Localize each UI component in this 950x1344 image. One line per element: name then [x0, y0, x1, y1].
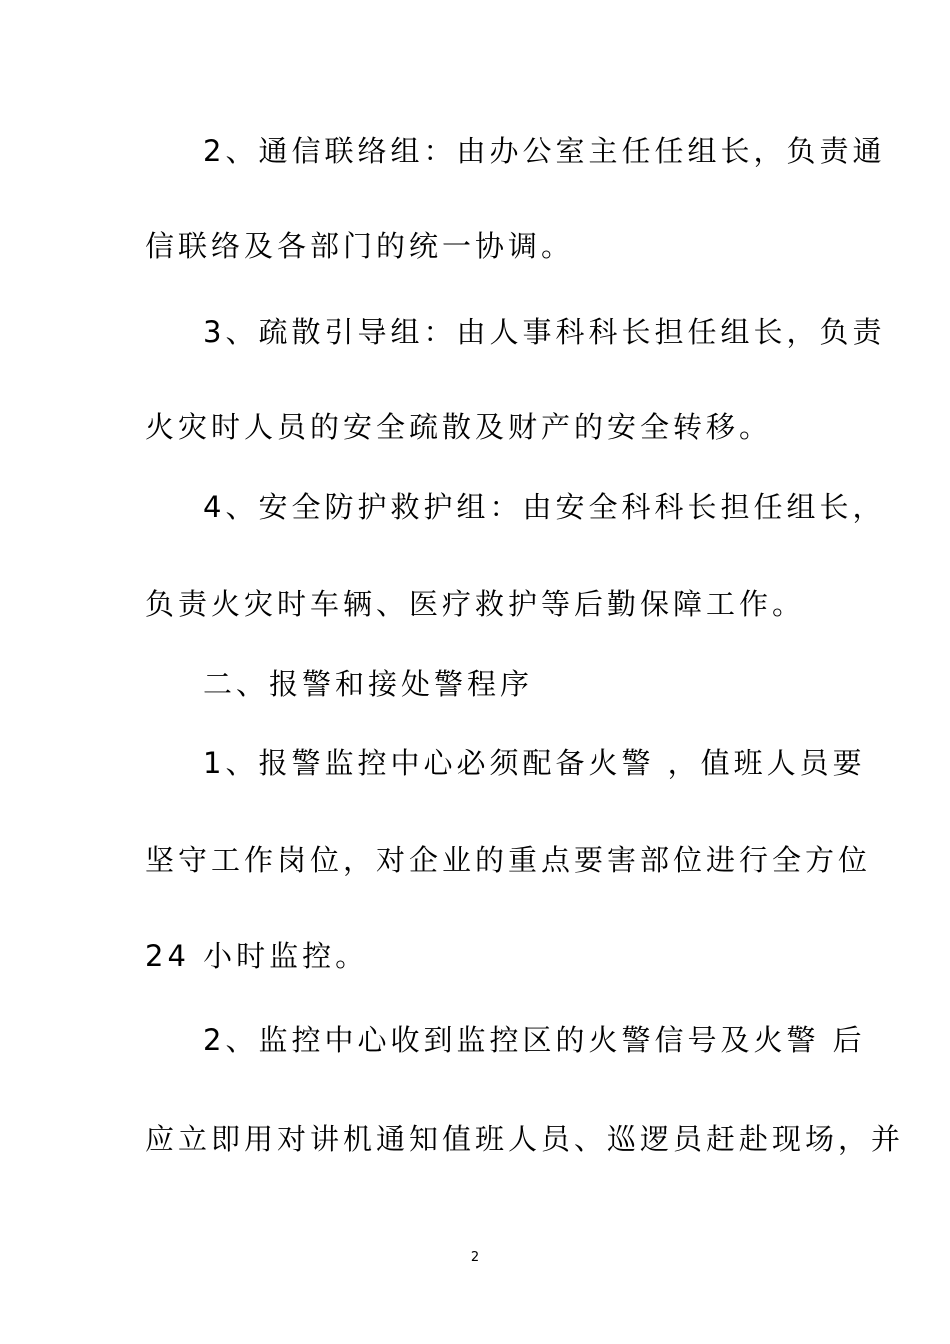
paragraph-line: 2、通信联络组：由办公室主任任组长，负责通 [203, 134, 886, 168]
paragraph-line: 负责火灾时车辆、医疗救护等后勤保障工作。 [145, 587, 806, 621]
page-number: 2 [470, 1250, 480, 1265]
paragraph-line: 24 小时监控。 [145, 939, 369, 973]
paragraph-line: 坚守工作岗位，对企业的重点要害部位进行全方位 [145, 843, 872, 877]
paragraph-line: 信联络及各部门的统一协调。 [145, 229, 575, 263]
paragraph-line: 4、安全防护救护组：由安全科科长担任组长， [203, 490, 886, 524]
paragraph-line: 应立即用对讲机通知值班人员、巡逻员赶赴现场，并 [145, 1122, 905, 1156]
section-heading: 二、报警和接处警程序 [203, 667, 534, 701]
paragraph-line: 2、监控中心收到监控区的火警信号及火警 后 [203, 1023, 866, 1057]
paragraph-line: 3、疏散引导组：由人事科科长担任组长，负责 [203, 315, 886, 349]
paragraph-line: 1、报警监控中心必须配备火警 ，值班人员要 [203, 746, 866, 780]
paragraph-line: 火灾时人员的安全疏散及财产的安全转移。 [145, 410, 773, 444]
